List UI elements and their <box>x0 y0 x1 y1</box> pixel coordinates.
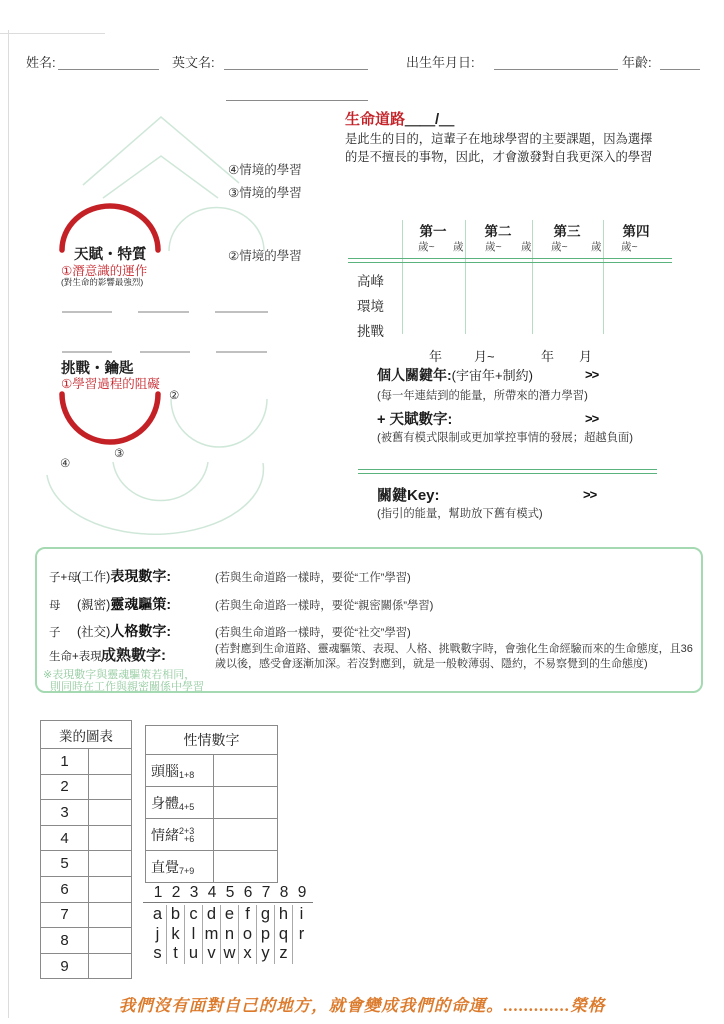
temperament-sub: 4+5 <box>179 801 195 812</box>
grid-letter: d <box>203 905 221 925</box>
key-rule-bottom <box>358 473 657 474</box>
life-path-desc-1: 是此生的目的，這輩子在地球學習的主要課題，因為選擇 <box>345 132 653 146</box>
age-label: 年齡: <box>622 55 652 70</box>
grid-number: 5 <box>225 884 235 901</box>
grid-number: 3 <box>189 884 199 901</box>
temperament-sub <box>179 827 194 843</box>
grid-letter: a <box>149 905 167 925</box>
karma-cell-2[interactable] <box>89 774 132 800</box>
grid-letter: f <box>239 905 257 925</box>
challenge-arc-2 <box>171 399 267 447</box>
temperament-sub-line-1: 2+3 <box>179 825 195 836</box>
temperament-row-emotion <box>146 819 214 851</box>
grid-letter: j <box>149 925 167 945</box>
year-label-1: 年 <box>429 349 443 364</box>
personal-key-arrow: >> <box>585 367 599 382</box>
grid-number: 7 <box>261 884 271 901</box>
grid-letter: h <box>275 905 293 925</box>
grid-letter: z <box>275 944 293 964</box>
name-label: 姓名: <box>26 55 56 70</box>
scan-edge-top <box>0 33 105 34</box>
talent-number-arrow: >> <box>585 411 599 426</box>
grid-letter: c <box>185 905 203 925</box>
karma-cell-6[interactable] <box>89 876 132 902</box>
temperament-label: 身體 <box>151 794 179 811</box>
soul-note: (若與生命道路一樣時，要從“親密關係”學習) <box>215 600 434 612</box>
age-blank[interactable] <box>660 67 700 70</box>
temperament-cell-emotion[interactable] <box>214 819 278 851</box>
grid-number: 4 <box>207 884 217 901</box>
grid-letter: x <box>239 944 257 964</box>
talent-number-label: + 天賦數字: <box>377 412 453 428</box>
maturity-label: 成熟數字: <box>101 647 166 664</box>
temperament-sub: 1+8 <box>179 769 195 780</box>
grid-letter: i <box>299 905 304 923</box>
expression-row <box>77 566 171 586</box>
karma-cell-4[interactable] <box>89 825 132 851</box>
maturity-note: (若對應到生命道路、靈魂驅策、表現、人格、挑戰數字時，會強化生命經驗而來的生命態度，且36歲以後，感受會逐漸加深。若沒對應到，就是一般較薄弱、隱約，不易察覺到的生命態度) <box>215 643 693 670</box>
karma-row-label: 2 <box>41 774 89 800</box>
grid-letter: s <box>149 944 167 964</box>
grid-letter: e <box>221 905 239 925</box>
challenge-arc-3 <box>113 462 208 501</box>
context-learning-2: ②情境的學習 <box>228 249 302 263</box>
soul-paren: (親密) <box>77 598 111 612</box>
period-divider-4 <box>603 220 604 334</box>
personality-prefix: 子 <box>49 627 61 639</box>
grid-letter-empty <box>293 944 310 964</box>
maturity-prefix: 生命+表現 <box>49 651 102 663</box>
year-label-2: 年 <box>541 349 555 364</box>
life-path-title-row <box>345 108 454 129</box>
temperament-title: 性情數字 <box>146 726 278 755</box>
birthdate-blank[interactable] <box>494 67 618 70</box>
key-arrow: >> <box>583 487 597 502</box>
letter-number-grid <box>149 884 311 964</box>
challenge-2-marker: ② <box>169 390 180 402</box>
english-name-label: 英文名: <box>172 55 215 70</box>
period-3-age-to: 歲 <box>591 241 602 253</box>
soul-row <box>77 594 171 614</box>
chevron-outer <box>83 117 239 185</box>
key-note: (指引的能量，幫助放下舊有模式) <box>377 508 543 520</box>
grid-rule <box>143 902 313 903</box>
karma-table <box>40 720 132 979</box>
temperament-row-body <box>146 787 214 819</box>
grid-number-row <box>149 884 311 902</box>
karma-cell-8[interactable] <box>89 928 132 954</box>
challenge-3-marker: ③ <box>114 448 125 460</box>
grid-letter: g <box>257 905 275 925</box>
personality-note: (若與生命道路一樣時，要從“社交”學習) <box>215 627 411 639</box>
karma-row-label: 6 <box>41 876 89 902</box>
scan-edge-left <box>8 30 9 1018</box>
jung-quote: 我們沒有面對自己的地方，就會變成我們的命運。.............榮格 <box>118 996 606 1015</box>
month-label-2: 月 <box>579 349 593 364</box>
periods-table <box>345 218 700 340</box>
karma-row-label: 7 <box>41 902 89 928</box>
personality-row <box>77 621 171 641</box>
grid-letter: u <box>185 944 203 964</box>
temperament-label: 直覺 <box>151 858 179 875</box>
karma-row-label: 3 <box>41 800 89 826</box>
grid-letter: y <box>257 944 275 964</box>
karma-row-label: 5 <box>41 851 89 877</box>
birthdate-label: 出生年月日: <box>406 55 475 70</box>
personality-label: 人格數字: <box>110 623 171 639</box>
chevron-inner <box>103 156 218 198</box>
expression-label: 表現數字: <box>110 568 171 584</box>
grid-letter: l <box>185 925 203 945</box>
period-4-age-from: 歲~ <box>621 241 638 253</box>
period-1-header: 第一 <box>419 224 447 239</box>
temperament-cell-intuition[interactable] <box>214 851 278 883</box>
period-1-age-from: 歲~ <box>418 241 435 253</box>
grid-letter-row-1 <box>149 905 311 925</box>
temperament-row-intuition <box>146 851 214 883</box>
temperament-label: 頭腦 <box>151 762 179 779</box>
grid-number: 8 <box>279 884 289 901</box>
context2-arc-top <box>169 208 264 251</box>
grid-letter: p <box>257 925 275 945</box>
key-rule-top <box>358 469 657 470</box>
temperament-row-head <box>146 755 214 787</box>
talent-note: (對生命的影響最強烈) <box>61 277 144 287</box>
soul-label: 靈魂驅策: <box>110 596 171 612</box>
life-path-title: 生命道路 <box>345 111 406 128</box>
period-divider-3 <box>532 220 533 334</box>
grid-letter: k <box>167 925 185 945</box>
grid-number: 2 <box>171 884 181 901</box>
challenge-subtitle: ①學習過程的阻礙 <box>61 377 160 391</box>
karma-title: 業的圖表 <box>41 721 132 749</box>
challenge-title: 挑戰・鑰匙 <box>61 361 134 377</box>
box-footnote-1: ※表現數字與靈魂驅策若相同， <box>43 669 196 681</box>
expression-paren: (工作) <box>77 570 111 584</box>
period-divider-2 <box>465 220 466 334</box>
talent-subtitle: ①潛意識的運作 <box>61 264 148 278</box>
challenge-4-marker: ④ <box>60 458 71 470</box>
context-learning-3: ③情境的學習 <box>228 186 302 200</box>
grid-letter: o <box>239 925 257 945</box>
karma-cell-3[interactable] <box>89 800 132 826</box>
grid-letter: m <box>203 925 221 945</box>
temperament-cell-head[interactable] <box>214 755 278 787</box>
context-learning-4: ④情境的學習 <box>228 163 302 177</box>
karma-row-label: 8 <box>41 928 89 954</box>
english-name-blank[interactable] <box>224 67 368 70</box>
period-rule-top <box>348 258 672 259</box>
period-1-age-to: 歲 <box>453 241 464 253</box>
grid-number: 9 <box>297 884 307 901</box>
key-label: 關鍵Key: <box>377 487 440 504</box>
life-path-blank[interactable]: ＿＿/＿ <box>405 111 455 128</box>
personal-key-note: (每一年連結到的能量，所帶來的潛力學習) <box>377 390 588 402</box>
expression-note: (若與生命道路一樣時，要從“工作”學習) <box>215 572 411 584</box>
personality-paren: (社交) <box>77 625 111 639</box>
numbers-box <box>35 547 703 693</box>
expression-prefix: 子+母 <box>49 572 79 584</box>
karma-row-label: 1 <box>41 749 89 775</box>
row-label-environment: 環境 <box>357 299 384 314</box>
karma-cell-1[interactable] <box>89 749 132 775</box>
temperament-label: 情緒 <box>151 826 179 843</box>
grid-number: 6 <box>243 884 253 901</box>
period-3-header: 第三 <box>553 224 581 239</box>
grid-letter: n <box>221 925 239 945</box>
period-4-header: 第四 <box>622 224 650 239</box>
life-path-desc-2: 的是不擅長的事物，因此，才會激發對自我更深入的學習 <box>345 150 653 164</box>
karma-cell-9[interactable] <box>89 953 132 979</box>
period-rule-bottom <box>348 262 672 263</box>
grid-letter: t <box>167 944 185 964</box>
grid-letter: b <box>167 905 185 925</box>
grid-letter: v <box>203 944 221 964</box>
grid-letter: q <box>275 925 293 945</box>
karma-row-label: 4 <box>41 825 89 851</box>
name-blank[interactable] <box>58 67 159 70</box>
temperament-cell-body[interactable] <box>214 787 278 819</box>
temperament-sub-line-2: +6 <box>184 833 195 844</box>
period-3-age-from: 歲~ <box>551 241 568 253</box>
talent-number-note: (被舊有模式限制或更加掌控事情的發展；超越負面) <box>377 432 634 444</box>
talent-title: 天賦・特質 <box>74 247 147 263</box>
grid-letter-row-3 <box>149 944 311 964</box>
karma-cell-5[interactable] <box>89 851 132 877</box>
karma-row-label: 9 <box>41 953 89 979</box>
personal-key-year-label: 個人關鍵年: <box>377 367 452 383</box>
row-label-challenge: 挑戰 <box>357 324 384 339</box>
soul-prefix: 母 <box>49 600 61 612</box>
period-2-age-to: 歲 <box>521 241 532 253</box>
period-2-age-from: 歲~ <box>485 241 502 253</box>
temperament-table <box>145 725 278 883</box>
challenge-arc <box>62 394 158 442</box>
grid-number: 1 <box>153 884 163 901</box>
grid-letter: r <box>298 924 305 943</box>
grid-letter: w <box>221 944 239 964</box>
karma-cell-7[interactable] <box>89 902 132 928</box>
grid-letter-row-2 <box>149 925 311 945</box>
period-2-header: 第二 <box>484 224 512 239</box>
box-footnote-2: 則同時在工作與親密關係中學習 <box>50 681 204 693</box>
personal-key-year-row <box>377 365 533 385</box>
month-label-1: 月~ <box>474 349 495 364</box>
challenge-arc-4 <box>47 463 263 534</box>
temperament-sub: 7+9 <box>179 865 195 876</box>
personal-key-year-paren: (宇宙年+制約) <box>451 368 533 383</box>
row-label-peak: 高峰 <box>357 274 384 289</box>
